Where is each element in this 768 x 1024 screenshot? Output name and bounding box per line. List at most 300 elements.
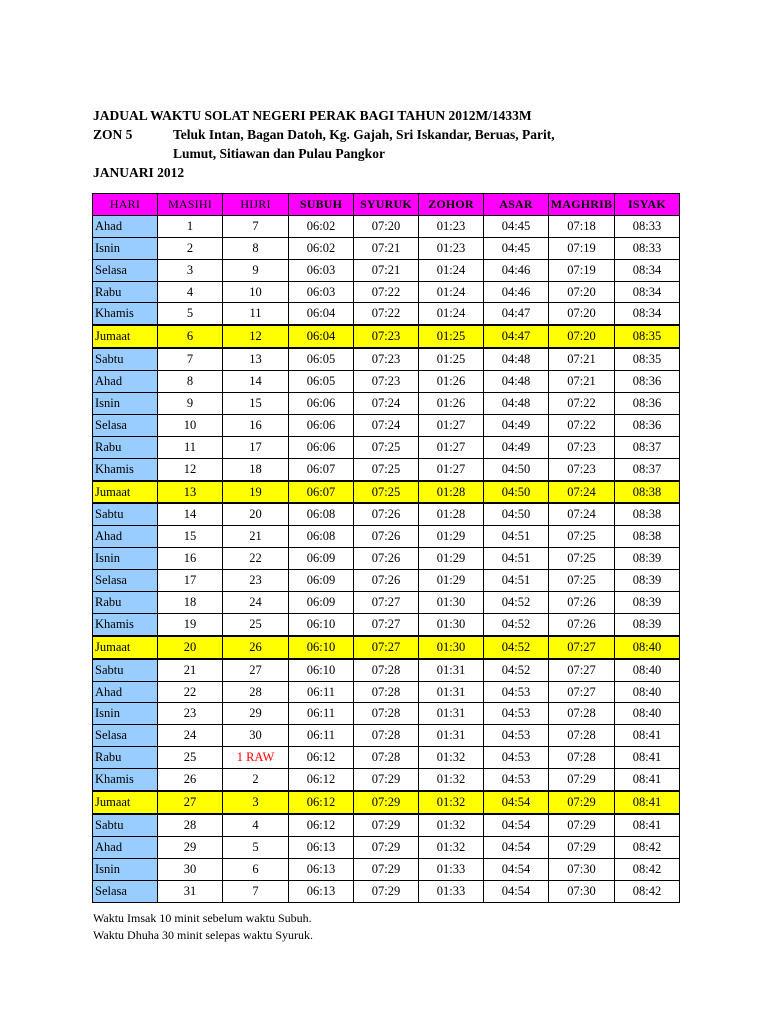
cell-asar: 04:50 bbox=[484, 481, 549, 504]
cell-subuh: 06:06 bbox=[289, 414, 354, 436]
cell-syuruk: 07:29 bbox=[354, 791, 419, 814]
table-row bbox=[93, 725, 680, 747]
table-row bbox=[93, 613, 680, 635]
cell-hari: Selasa bbox=[93, 570, 158, 592]
cell-hijri: 9 bbox=[223, 259, 289, 281]
cell-masihi: 7 bbox=[158, 348, 223, 370]
cell-zohor: 01:32 bbox=[419, 791, 484, 814]
table-row bbox=[93, 548, 680, 570]
cell-zohor: 01:30 bbox=[419, 592, 484, 614]
cell-syuruk: 07:26 bbox=[354, 570, 419, 592]
cell-asar: 04:45 bbox=[484, 237, 549, 259]
column-header-isyak: ISYAK bbox=[615, 194, 680, 216]
cell-hari: Rabu bbox=[93, 592, 158, 614]
cell-masihi: 12 bbox=[158, 458, 223, 480]
cell-isyak: 08:34 bbox=[615, 259, 680, 281]
cell-subuh: 06:09 bbox=[289, 548, 354, 570]
cell-asar: 04:52 bbox=[484, 659, 549, 681]
cell-hari: Khamis bbox=[93, 458, 158, 480]
cell-syuruk: 07:21 bbox=[354, 259, 419, 281]
cell-isyak: 08:40 bbox=[615, 659, 680, 681]
cell-syuruk: 07:29 bbox=[354, 769, 419, 791]
cell-isyak: 08:41 bbox=[615, 791, 680, 814]
cell-isyak: 08:35 bbox=[615, 325, 680, 348]
cell-maghrib: 07:20 bbox=[549, 281, 615, 303]
cell-maghrib: 07:28 bbox=[549, 747, 615, 769]
cell-maghrib: 07:18 bbox=[549, 215, 615, 237]
cell-syuruk: 07:24 bbox=[354, 393, 419, 415]
table-row bbox=[93, 303, 680, 325]
cell-syuruk: 07:24 bbox=[354, 414, 419, 436]
cell-hijri: 6 bbox=[223, 858, 289, 880]
cell-subuh: 06:13 bbox=[289, 880, 354, 902]
cell-syuruk: 07:28 bbox=[354, 703, 419, 725]
cell-hari: Rabu bbox=[93, 436, 158, 458]
cell-maghrib: 07:26 bbox=[549, 592, 615, 614]
cell-subuh: 06:11 bbox=[289, 681, 354, 703]
cell-isyak: 08:40 bbox=[615, 636, 680, 659]
cell-zohor: 01:27 bbox=[419, 458, 484, 480]
cell-syuruk: 07:27 bbox=[354, 636, 419, 659]
cell-syuruk: 07:25 bbox=[354, 436, 419, 458]
cell-subuh: 06:10 bbox=[289, 659, 354, 681]
table-row bbox=[93, 325, 680, 348]
cell-hari: Ahad bbox=[93, 836, 158, 858]
cell-hari: Khamis bbox=[93, 303, 158, 325]
cell-isyak: 08:37 bbox=[615, 436, 680, 458]
cell-isyak: 08:33 bbox=[615, 237, 680, 259]
cell-zohor: 01:32 bbox=[419, 747, 484, 769]
prayer-time-table bbox=[92, 193, 680, 903]
cell-masihi: 16 bbox=[158, 548, 223, 570]
cell-maghrib: 07:19 bbox=[549, 237, 615, 259]
cell-asar: 04:54 bbox=[484, 858, 549, 880]
cell-subuh: 06:05 bbox=[289, 371, 354, 393]
cell-hijri: 30 bbox=[223, 725, 289, 747]
cell-hijri: 17 bbox=[223, 436, 289, 458]
cell-maghrib: 07:20 bbox=[549, 303, 615, 325]
cell-subuh: 06:04 bbox=[289, 303, 354, 325]
cell-maghrib: 07:29 bbox=[549, 791, 615, 814]
cell-subuh: 06:04 bbox=[289, 325, 354, 348]
cell-hari: Jumaat bbox=[93, 325, 158, 348]
cell-subuh: 06:11 bbox=[289, 703, 354, 725]
cell-maghrib: 07:29 bbox=[549, 769, 615, 791]
cell-masihi: 5 bbox=[158, 303, 223, 325]
zone-line bbox=[93, 125, 555, 144]
cell-syuruk: 07:23 bbox=[354, 348, 419, 370]
cell-masihi: 25 bbox=[158, 747, 223, 769]
cell-hari: Rabu bbox=[93, 281, 158, 303]
cell-hijri: 12 bbox=[223, 325, 289, 348]
cell-isyak: 08:41 bbox=[615, 725, 680, 747]
cell-hijri: 13 bbox=[223, 348, 289, 370]
cell-syuruk: 07:21 bbox=[354, 237, 419, 259]
table-row bbox=[93, 526, 680, 548]
cell-hijri: 26 bbox=[223, 636, 289, 659]
cell-hari: Sabtu bbox=[93, 814, 158, 836]
cell-syuruk: 07:23 bbox=[354, 325, 419, 348]
column-header-syuruk: SYURUK bbox=[354, 194, 419, 216]
cell-isyak: 08:39 bbox=[615, 570, 680, 592]
cell-maghrib: 07:19 bbox=[549, 259, 615, 281]
cell-hijri: 29 bbox=[223, 703, 289, 725]
cell-zohor: 01:33 bbox=[419, 858, 484, 880]
cell-masihi: 24 bbox=[158, 725, 223, 747]
cell-subuh: 06:02 bbox=[289, 237, 354, 259]
cell-hijri: 24 bbox=[223, 592, 289, 614]
cell-syuruk: 07:26 bbox=[354, 503, 419, 525]
cell-hari: Sabtu bbox=[93, 659, 158, 681]
cell-hari: Jumaat bbox=[93, 636, 158, 659]
cell-subuh: 06:12 bbox=[289, 769, 354, 791]
cell-zohor: 01:24 bbox=[419, 303, 484, 325]
cell-syuruk: 07:22 bbox=[354, 303, 419, 325]
cell-zohor: 01:27 bbox=[419, 436, 484, 458]
table-row bbox=[93, 703, 680, 725]
table-row bbox=[93, 393, 680, 415]
cell-subuh: 06:08 bbox=[289, 526, 354, 548]
cell-isyak: 08:34 bbox=[615, 303, 680, 325]
cell-asar: 04:48 bbox=[484, 393, 549, 415]
cell-isyak: 08:39 bbox=[615, 592, 680, 614]
cell-masihi: 8 bbox=[158, 371, 223, 393]
column-header-hijri: HIJRI bbox=[223, 194, 289, 216]
cell-masihi: 29 bbox=[158, 836, 223, 858]
column-header-subuh: SUBUH bbox=[289, 194, 354, 216]
cell-subuh: 06:05 bbox=[289, 348, 354, 370]
cell-zohor: 01:33 bbox=[419, 880, 484, 902]
cell-hari: Selasa bbox=[93, 259, 158, 281]
cell-masihi: 11 bbox=[158, 436, 223, 458]
cell-maghrib: 07:29 bbox=[549, 836, 615, 858]
cell-subuh: 06:09 bbox=[289, 570, 354, 592]
cell-asar: 04:52 bbox=[484, 592, 549, 614]
cell-hari: Sabtu bbox=[93, 348, 158, 370]
cell-hijri: 23 bbox=[223, 570, 289, 592]
cell-hijri: 4 bbox=[223, 814, 289, 836]
cell-isyak: 08:41 bbox=[615, 769, 680, 791]
cell-maghrib: 07:27 bbox=[549, 636, 615, 659]
cell-subuh: 06:10 bbox=[289, 636, 354, 659]
cell-subuh: 06:06 bbox=[289, 436, 354, 458]
cell-hijri: 1 RAW bbox=[223, 747, 289, 769]
cell-zohor: 01:26 bbox=[419, 393, 484, 415]
cell-masihi: 2 bbox=[158, 237, 223, 259]
cell-syuruk: 07:28 bbox=[354, 681, 419, 703]
cell-zohor: 01:25 bbox=[419, 325, 484, 348]
cell-subuh: 06:10 bbox=[289, 613, 354, 635]
cell-subuh: 06:11 bbox=[289, 725, 354, 747]
cell-asar: 04:46 bbox=[484, 281, 549, 303]
cell-maghrib: 07:28 bbox=[549, 725, 615, 747]
cell-isyak: 08:42 bbox=[615, 880, 680, 902]
cell-masihi: 10 bbox=[158, 414, 223, 436]
cell-zohor: 01:31 bbox=[419, 659, 484, 681]
cell-hijri: 8 bbox=[223, 237, 289, 259]
cell-hari: Isnin bbox=[93, 237, 158, 259]
cell-hijri: 3 bbox=[223, 791, 289, 814]
cell-masihi: 27 bbox=[158, 791, 223, 814]
cell-zohor: 01:32 bbox=[419, 836, 484, 858]
cell-zohor: 01:29 bbox=[419, 548, 484, 570]
cell-isyak: 08:40 bbox=[615, 703, 680, 725]
cell-asar: 04:54 bbox=[484, 836, 549, 858]
cell-subuh: 06:12 bbox=[289, 814, 354, 836]
cell-masihi: 9 bbox=[158, 393, 223, 415]
table-row bbox=[93, 503, 680, 525]
cell-hari: Ahad bbox=[93, 215, 158, 237]
document-header bbox=[93, 106, 555, 182]
cell-isyak: 08:36 bbox=[615, 414, 680, 436]
cell-hari: Rabu bbox=[93, 747, 158, 769]
cell-asar: 04:53 bbox=[484, 747, 549, 769]
cell-hijri: 22 bbox=[223, 548, 289, 570]
cell-masihi: 28 bbox=[158, 814, 223, 836]
cell-isyak: 08:33 bbox=[615, 215, 680, 237]
cell-isyak: 08:39 bbox=[615, 548, 680, 570]
table-row bbox=[93, 836, 680, 858]
cell-hari: Sabtu bbox=[93, 503, 158, 525]
cell-asar: 04:53 bbox=[484, 681, 549, 703]
table-header-row bbox=[93, 194, 680, 216]
cell-hijri: 7 bbox=[223, 215, 289, 237]
cell-isyak: 08:36 bbox=[615, 393, 680, 415]
cell-zohor: 01:28 bbox=[419, 503, 484, 525]
cell-zohor: 01:32 bbox=[419, 814, 484, 836]
cell-hijri: 21 bbox=[223, 526, 289, 548]
cell-asar: 04:49 bbox=[484, 414, 549, 436]
cell-subuh: 06:07 bbox=[289, 481, 354, 504]
cell-masihi: 3 bbox=[158, 259, 223, 281]
footer-notes bbox=[93, 910, 313, 944]
cell-asar: 04:54 bbox=[484, 880, 549, 902]
cell-asar: 04:50 bbox=[484, 503, 549, 525]
cell-subuh: 06:06 bbox=[289, 393, 354, 415]
cell-zohor: 01:31 bbox=[419, 725, 484, 747]
cell-syuruk: 07:28 bbox=[354, 659, 419, 681]
cell-masihi: 23 bbox=[158, 703, 223, 725]
cell-zohor: 01:27 bbox=[419, 414, 484, 436]
cell-masihi: 13 bbox=[158, 481, 223, 504]
cell-maghrib: 07:28 bbox=[549, 703, 615, 725]
cell-maghrib: 07:27 bbox=[549, 659, 615, 681]
cell-asar: 04:53 bbox=[484, 703, 549, 725]
note-imsak: Waktu Imsak 10 minit sebelum waktu Subuh. bbox=[93, 911, 312, 925]
cell-zohor: 01:23 bbox=[419, 237, 484, 259]
cell-hari: Jumaat bbox=[93, 791, 158, 814]
cell-asar: 04:54 bbox=[484, 814, 549, 836]
column-header-zohor: ZOHOR bbox=[419, 194, 484, 216]
cell-hijri: 16 bbox=[223, 414, 289, 436]
cell-subuh: 06:02 bbox=[289, 215, 354, 237]
cell-masihi: 18 bbox=[158, 592, 223, 614]
cell-asar: 04:49 bbox=[484, 436, 549, 458]
cell-zohor: 01:24 bbox=[419, 259, 484, 281]
cell-isyak: 08:41 bbox=[615, 814, 680, 836]
table-row bbox=[93, 681, 680, 703]
cell-syuruk: 07:27 bbox=[354, 592, 419, 614]
cell-hijri: 28 bbox=[223, 681, 289, 703]
cell-maghrib: 07:25 bbox=[549, 548, 615, 570]
cell-masihi: 14 bbox=[158, 503, 223, 525]
table-row bbox=[93, 481, 680, 504]
table-row bbox=[93, 371, 680, 393]
table-row bbox=[93, 436, 680, 458]
cell-hari: Isnin bbox=[93, 548, 158, 570]
cell-isyak: 08:37 bbox=[615, 458, 680, 480]
column-header-maghrib: MAGHRIB bbox=[549, 194, 615, 216]
table-row bbox=[93, 458, 680, 480]
cell-asar: 04:54 bbox=[484, 791, 549, 814]
cell-subuh: 06:12 bbox=[289, 791, 354, 814]
cell-maghrib: 07:30 bbox=[549, 880, 615, 902]
cell-syuruk: 07:29 bbox=[354, 836, 419, 858]
cell-asar: 04:52 bbox=[484, 636, 549, 659]
table-row bbox=[93, 636, 680, 659]
cell-hari: Isnin bbox=[93, 393, 158, 415]
cell-hari: Ahad bbox=[93, 371, 158, 393]
cell-isyak: 08:40 bbox=[615, 681, 680, 703]
cell-isyak: 08:39 bbox=[615, 613, 680, 635]
cell-maghrib: 07:24 bbox=[549, 503, 615, 525]
table-row bbox=[93, 414, 680, 436]
cell-hijri: 25 bbox=[223, 613, 289, 635]
table-row bbox=[93, 281, 680, 303]
cell-asar: 04:50 bbox=[484, 458, 549, 480]
cell-asar: 04:46 bbox=[484, 259, 549, 281]
cell-hijri: 15 bbox=[223, 393, 289, 415]
cell-hari: Ahad bbox=[93, 681, 158, 703]
cell-syuruk: 07:29 bbox=[354, 858, 419, 880]
cell-hijri: 18 bbox=[223, 458, 289, 480]
cell-isyak: 08:41 bbox=[615, 747, 680, 769]
cell-hijri: 2 bbox=[223, 769, 289, 791]
cell-asar: 04:51 bbox=[484, 570, 549, 592]
cell-masihi: 22 bbox=[158, 681, 223, 703]
cell-hijri: 20 bbox=[223, 503, 289, 525]
cell-maghrib: 07:20 bbox=[549, 325, 615, 348]
cell-hari: Khamis bbox=[93, 769, 158, 791]
cell-isyak: 08:38 bbox=[615, 481, 680, 504]
cell-syuruk: 07:28 bbox=[354, 725, 419, 747]
cell-maghrib: 07:23 bbox=[549, 436, 615, 458]
cell-isyak: 08:38 bbox=[615, 503, 680, 525]
cell-asar: 04:52 bbox=[484, 613, 549, 635]
cell-asar: 04:47 bbox=[484, 325, 549, 348]
table-row bbox=[93, 880, 680, 902]
cell-syuruk: 07:22 bbox=[354, 281, 419, 303]
document-title: JADUAL WAKTU SOLAT NEGERI PERAK BAGI TAHUN 2012M/1433M bbox=[93, 108, 532, 123]
cell-hijri: 10 bbox=[223, 281, 289, 303]
zone-areas-line1: Teluk Intan, Bagan Datoh, Kg. Gajah, Sri Iskandar, Beruas, Parit, bbox=[173, 127, 555, 142]
cell-hijri: 27 bbox=[223, 659, 289, 681]
cell-maghrib: 07:25 bbox=[549, 526, 615, 548]
cell-maghrib: 07:24 bbox=[549, 481, 615, 504]
column-header-asar: ASAR bbox=[484, 194, 549, 216]
cell-masihi: 1 bbox=[158, 215, 223, 237]
cell-asar: 04:53 bbox=[484, 769, 549, 791]
table-body bbox=[93, 215, 680, 902]
cell-syuruk: 07:26 bbox=[354, 526, 419, 548]
cell-masihi: 20 bbox=[158, 636, 223, 659]
cell-hari: Selasa bbox=[93, 880, 158, 902]
cell-subuh: 06:07 bbox=[289, 458, 354, 480]
cell-subuh: 06:12 bbox=[289, 747, 354, 769]
cell-isyak: 08:42 bbox=[615, 836, 680, 858]
cell-asar: 04:51 bbox=[484, 548, 549, 570]
cell-syuruk: 07:25 bbox=[354, 481, 419, 504]
cell-syuruk: 07:20 bbox=[354, 215, 419, 237]
cell-masihi: 15 bbox=[158, 526, 223, 548]
cell-zohor: 01:29 bbox=[419, 526, 484, 548]
cell-zohor: 01:32 bbox=[419, 769, 484, 791]
table-row bbox=[93, 215, 680, 237]
cell-subuh: 06:09 bbox=[289, 592, 354, 614]
cell-zohor: 01:25 bbox=[419, 348, 484, 370]
note-dhuha: Waktu Dhuha 30 minit selepas waktu Syuruk. bbox=[93, 928, 314, 942]
table-row bbox=[93, 570, 680, 592]
cell-syuruk: 07:29 bbox=[354, 880, 419, 902]
cell-asar: 04:53 bbox=[484, 725, 549, 747]
cell-hijri: 11 bbox=[223, 303, 289, 325]
cell-maghrib: 07:21 bbox=[549, 371, 615, 393]
cell-zohor: 01:28 bbox=[419, 481, 484, 504]
table-row bbox=[93, 659, 680, 681]
cell-hari: Selasa bbox=[93, 414, 158, 436]
cell-zohor: 01:24 bbox=[419, 281, 484, 303]
cell-isyak: 08:42 bbox=[615, 858, 680, 880]
cell-masihi: 30 bbox=[158, 858, 223, 880]
column-header-masihi: MASIHI bbox=[158, 194, 223, 216]
cell-syuruk: 07:27 bbox=[354, 613, 419, 635]
table-row bbox=[93, 348, 680, 370]
cell-isyak: 08:38 bbox=[615, 526, 680, 548]
table-row bbox=[93, 237, 680, 259]
cell-hari: Ahad bbox=[93, 526, 158, 548]
table-row bbox=[93, 769, 680, 791]
cell-maghrib: 07:27 bbox=[549, 681, 615, 703]
column-header-hari: HARI bbox=[93, 194, 158, 216]
cell-isyak: 08:36 bbox=[615, 371, 680, 393]
cell-syuruk: 07:26 bbox=[354, 548, 419, 570]
cell-masihi: 21 bbox=[158, 659, 223, 681]
cell-hijri: 7 bbox=[223, 880, 289, 902]
table-row bbox=[93, 259, 680, 281]
cell-isyak: 08:35 bbox=[615, 348, 680, 370]
cell-maghrib: 07:25 bbox=[549, 570, 615, 592]
cell-masihi: 17 bbox=[158, 570, 223, 592]
cell-isyak: 08:34 bbox=[615, 281, 680, 303]
table-row bbox=[93, 858, 680, 880]
cell-asar: 04:47 bbox=[484, 303, 549, 325]
zone-label: ZON 5 bbox=[93, 127, 133, 142]
cell-asar: 04:45 bbox=[484, 215, 549, 237]
cell-zohor: 01:23 bbox=[419, 215, 484, 237]
cell-subuh: 06:13 bbox=[289, 858, 354, 880]
cell-hari: Isnin bbox=[93, 858, 158, 880]
cell-zohor: 01:30 bbox=[419, 636, 484, 659]
cell-subuh: 06:03 bbox=[289, 259, 354, 281]
cell-zohor: 01:31 bbox=[419, 681, 484, 703]
cell-zohor: 01:30 bbox=[419, 613, 484, 635]
cell-syuruk: 07:29 bbox=[354, 814, 419, 836]
cell-hari: Khamis bbox=[93, 613, 158, 635]
table-row bbox=[93, 791, 680, 814]
cell-maghrib: 07:29 bbox=[549, 814, 615, 836]
cell-hari: Isnin bbox=[93, 703, 158, 725]
cell-subuh: 06:13 bbox=[289, 836, 354, 858]
